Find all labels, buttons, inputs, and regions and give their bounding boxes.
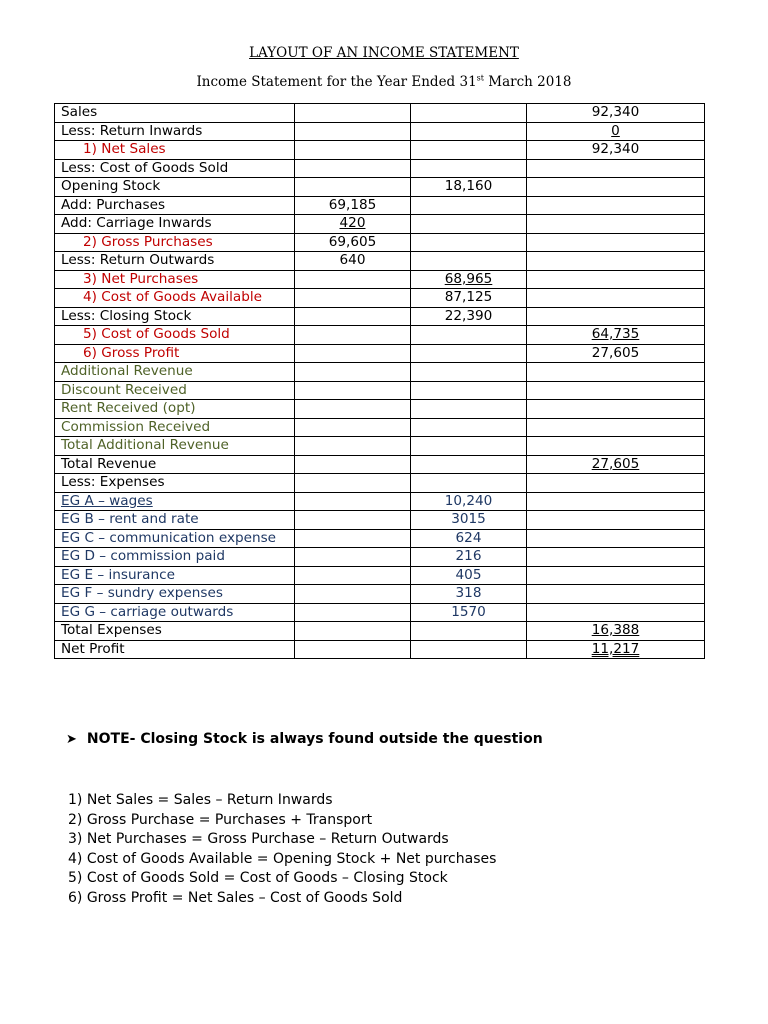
subtitle-date: March 2018 xyxy=(484,74,572,90)
amount-cell-c2 xyxy=(411,122,527,141)
amount-cell-c3 xyxy=(527,622,705,641)
amount-value: 3015 xyxy=(451,511,486,527)
row-label xyxy=(55,270,295,289)
amount-value: 27,605 xyxy=(591,344,640,361)
row-label-text: EG A – wages xyxy=(61,492,153,509)
row-label-text: Total Expenses xyxy=(61,622,162,638)
amount-value: 92,340 xyxy=(591,141,640,157)
amount-cell-c2 xyxy=(411,418,527,437)
statement-row xyxy=(55,270,705,289)
statement-row xyxy=(55,289,705,308)
statement-subtitle xyxy=(0,74,768,90)
row-label xyxy=(55,289,295,308)
formula-item: 2) Gross Purchase = Purchases + Transport xyxy=(68,811,373,828)
amount-value: 624 xyxy=(455,529,482,546)
amount-cell-c1 xyxy=(295,307,411,326)
row-label xyxy=(55,474,295,493)
amount-cell-c2 xyxy=(411,289,527,308)
statement-row xyxy=(55,511,705,530)
amount-cell-c1 xyxy=(295,437,411,456)
amount-value: 216 xyxy=(455,548,482,564)
amount-cell-c1 xyxy=(295,529,411,548)
row-label xyxy=(55,381,295,400)
formula-item: 5) Cost of Goods Sold = Cost of Goods – Closing Stock xyxy=(68,870,448,886)
amount-cell-c3 xyxy=(527,474,705,493)
statement-row xyxy=(55,326,705,345)
row-label-text: Add: Purchases xyxy=(61,196,166,213)
amount-cell-c1 xyxy=(295,326,411,345)
income-statement-body xyxy=(55,104,705,659)
row-label xyxy=(55,640,295,659)
amount-cell-c1 xyxy=(295,381,411,400)
row-label-text: Rent Received (opt) xyxy=(61,400,196,416)
amount-value: 11,217 xyxy=(591,640,640,657)
note-text: NOTE- Closing Stock is always found outside the question xyxy=(86,731,543,747)
amount-cell-c2 xyxy=(411,270,527,289)
amount-value: 69,605 xyxy=(328,233,377,250)
statement-row xyxy=(55,141,705,160)
amount-cell-c2 xyxy=(411,196,527,215)
amount-cell-c2 xyxy=(411,400,527,419)
row-label xyxy=(55,455,295,474)
amount-cell-c1 xyxy=(295,566,411,585)
amount-cell-c2 xyxy=(411,492,527,511)
row-label-text: EG C – communication expense xyxy=(61,529,277,546)
amount-cell-c1 xyxy=(295,196,411,215)
row-label xyxy=(55,141,295,160)
amount-value: 16,388 xyxy=(591,622,640,638)
statement-row xyxy=(55,622,705,641)
formula-item: 3) Net Purchases = Gross Purchase – Return Outwards xyxy=(68,831,449,847)
amount-value: 420 xyxy=(339,215,366,231)
formula-item: 4) Cost of Goods Available = Opening Stock + Net purchases xyxy=(68,850,497,867)
row-label xyxy=(55,400,295,419)
amount-cell-c3 xyxy=(527,252,705,271)
formula-list xyxy=(68,791,496,908)
amount-value: 0 xyxy=(611,122,620,139)
row-label-text: Total Revenue xyxy=(61,455,157,472)
amount-value: 87,125 xyxy=(444,289,493,305)
amount-cell-c1 xyxy=(295,548,411,567)
amount-cell-c3 xyxy=(527,400,705,419)
amount-cell-c2 xyxy=(411,326,527,345)
row-label-text: Total Additional Revenue xyxy=(61,437,229,453)
statement-row xyxy=(55,252,705,271)
amount-cell-c3 xyxy=(527,159,705,178)
amount-value: 405 xyxy=(455,566,482,583)
row-label-text: Less: Return Outwards xyxy=(61,252,215,268)
amount-cell-c2 xyxy=(411,548,527,567)
amount-cell-c2 xyxy=(411,585,527,604)
amount-cell-c2 xyxy=(411,511,527,530)
amount-cell-c2 xyxy=(411,529,527,548)
amount-cell-c2 xyxy=(411,437,527,456)
statement-row xyxy=(55,122,705,141)
amount-cell-c2 xyxy=(411,381,527,400)
amount-value: 640 xyxy=(339,252,366,268)
amount-cell-c2 xyxy=(411,566,527,585)
formula-item: 1) Net Sales = Sales – Return Inwards xyxy=(68,792,333,808)
row-label-text: 2) Gross Purchases xyxy=(83,233,213,250)
row-label xyxy=(55,529,295,548)
statement-row xyxy=(55,196,705,215)
subtitle-ordinal: st xyxy=(476,73,484,83)
amount-value: 92,340 xyxy=(591,104,640,120)
statement-row xyxy=(55,363,705,382)
arrow-bullet-icon: ➤ xyxy=(66,732,77,747)
row-label xyxy=(55,511,295,530)
amount-cell-c3 xyxy=(527,548,705,567)
row-label-text: EG E – insurance xyxy=(61,566,175,583)
statement-row xyxy=(55,529,705,548)
amount-cell-c2 xyxy=(411,252,527,271)
row-label xyxy=(55,566,295,585)
amount-cell-c1 xyxy=(295,104,411,123)
amount-cell-c3 xyxy=(527,104,705,123)
amount-cell-c3 xyxy=(527,418,705,437)
row-label-text: Commission Received xyxy=(61,418,211,435)
amount-cell-c2 xyxy=(411,455,527,474)
amount-cell-c1 xyxy=(295,455,411,474)
amount-value: 68,965 xyxy=(444,270,493,287)
row-label xyxy=(55,603,295,622)
amount-cell-c3 xyxy=(527,381,705,400)
row-label-text: EG F – sundry expenses xyxy=(61,585,223,601)
amount-cell-c2 xyxy=(411,640,527,659)
row-label-text: Less: Closing Stock xyxy=(61,307,192,324)
row-label xyxy=(55,196,295,215)
amount-cell-c3 xyxy=(527,141,705,160)
row-label xyxy=(55,215,295,234)
amount-cell-c3 xyxy=(527,603,705,622)
row-label-text: Sales xyxy=(61,104,98,120)
row-label xyxy=(55,122,295,141)
amount-cell-c1 xyxy=(295,418,411,437)
amount-cell-c3 xyxy=(527,122,705,141)
statement-row xyxy=(55,381,705,400)
amount-cell-c1 xyxy=(295,585,411,604)
amount-value: 64,735 xyxy=(591,326,640,342)
row-label xyxy=(55,159,295,178)
amount-value: 27,605 xyxy=(591,455,640,472)
statement-row xyxy=(55,603,705,622)
amount-value: 318 xyxy=(455,585,482,601)
amount-cell-c1 xyxy=(295,159,411,178)
row-label xyxy=(55,585,295,604)
statement-row xyxy=(55,640,705,659)
amount-cell-c3 xyxy=(527,511,705,530)
statement-row xyxy=(55,566,705,585)
amount-cell-c2 xyxy=(411,622,527,641)
amount-cell-c2 xyxy=(411,307,527,326)
row-label-text: Net Profit xyxy=(61,640,125,657)
row-label-text: Add: Carriage Inwards xyxy=(61,215,212,231)
amount-cell-c3 xyxy=(527,270,705,289)
amount-cell-c3 xyxy=(527,640,705,659)
amount-value: 18,160 xyxy=(444,178,493,194)
row-label xyxy=(55,104,295,123)
row-label-text: 3) Net Purchases xyxy=(83,270,199,287)
amount-cell-c2 xyxy=(411,141,527,160)
row-label xyxy=(55,363,295,382)
row-label-text: EG B – rent and rate xyxy=(61,511,199,527)
amount-value: 22,390 xyxy=(444,307,493,324)
statement-row xyxy=(55,400,705,419)
row-label-text: Discount Received xyxy=(61,381,187,398)
closing-stock-note xyxy=(66,731,543,747)
amount-cell-c2 xyxy=(411,159,527,178)
row-label-text: Opening Stock xyxy=(61,178,161,194)
amount-cell-c1 xyxy=(295,122,411,141)
row-label xyxy=(55,548,295,567)
document-title: LAYOUT OF AN INCOME STATEMENT xyxy=(249,45,519,61)
row-label xyxy=(55,326,295,345)
row-label-text: Less: Cost of Goods Sold xyxy=(61,159,229,176)
amount-cell-c1 xyxy=(295,640,411,659)
row-label xyxy=(55,307,295,326)
amount-cell-c1 xyxy=(295,270,411,289)
row-label xyxy=(55,178,295,197)
formula-item: 6) Gross Profit = Net Sales – Cost of Goods Sold xyxy=(68,889,403,906)
statement-row xyxy=(55,474,705,493)
statement-row xyxy=(55,437,705,456)
amount-cell-c1 xyxy=(295,474,411,493)
amount-cell-c3 xyxy=(527,289,705,308)
statement-row xyxy=(55,492,705,511)
amount-cell-c1 xyxy=(295,511,411,530)
amount-cell-c1 xyxy=(295,289,411,308)
amount-cell-c3 xyxy=(527,437,705,456)
row-label-text: Less: Return Inwards xyxy=(61,122,203,139)
statement-row xyxy=(55,215,705,234)
row-label-text: Additional Revenue xyxy=(61,363,193,379)
row-label xyxy=(55,622,295,641)
statement-row xyxy=(55,418,705,437)
amount-cell-c2 xyxy=(411,344,527,363)
amount-cell-c2 xyxy=(411,233,527,252)
row-label xyxy=(55,437,295,456)
amount-cell-c3 xyxy=(527,566,705,585)
amount-cell-c2 xyxy=(411,104,527,123)
row-label-text: Less: Expenses xyxy=(61,474,165,490)
statement-row xyxy=(55,344,705,363)
row-label-text: 4) Cost of Goods Available xyxy=(83,289,262,305)
amount-cell-c1 xyxy=(295,215,411,234)
subtitle-text: Income Statement for the Year Ended 31 xyxy=(196,74,477,90)
amount-cell-c3 xyxy=(527,178,705,197)
row-label xyxy=(55,233,295,252)
amount-cell-c2 xyxy=(411,178,527,197)
amount-cell-c3 xyxy=(527,363,705,382)
statement-row xyxy=(55,585,705,604)
row-label-text: 5) Cost of Goods Sold xyxy=(83,326,230,342)
amount-cell-c3 xyxy=(527,233,705,252)
statement-row xyxy=(55,233,705,252)
amount-cell-c3 xyxy=(527,307,705,326)
amount-cell-c3 xyxy=(527,215,705,234)
statement-row xyxy=(55,307,705,326)
statement-row xyxy=(55,178,705,197)
amount-cell-c3 xyxy=(527,344,705,363)
amount-cell-c3 xyxy=(527,326,705,345)
amount-cell-c3 xyxy=(527,196,705,215)
row-label-text: EG D – commission paid xyxy=(61,548,225,564)
row-label-text: EG G – carriage outwards xyxy=(61,603,234,620)
row-label xyxy=(55,418,295,437)
statement-row xyxy=(55,548,705,567)
amount-cell-c1 xyxy=(295,141,411,160)
row-label-text: 1) Net Sales xyxy=(83,141,166,157)
amount-cell-c1 xyxy=(295,233,411,252)
amount-cell-c2 xyxy=(411,363,527,382)
amount-cell-c3 xyxy=(527,529,705,548)
amount-value: 69,185 xyxy=(328,196,377,213)
row-label xyxy=(55,252,295,271)
row-label-text: 6) Gross Profit xyxy=(83,344,180,361)
amount-value: 1570 xyxy=(451,603,486,620)
row-label xyxy=(55,344,295,363)
amount-cell-c2 xyxy=(411,215,527,234)
amount-cell-c1 xyxy=(295,344,411,363)
amount-cell-c3 xyxy=(527,492,705,511)
amount-cell-c2 xyxy=(411,474,527,493)
income-statement-table xyxy=(54,103,705,659)
amount-cell-c1 xyxy=(295,178,411,197)
amount-cell-c1 xyxy=(295,252,411,271)
statement-row xyxy=(55,455,705,474)
amount-cell-c3 xyxy=(527,455,705,474)
amount-cell-c1 xyxy=(295,400,411,419)
amount-cell-c1 xyxy=(295,622,411,641)
amount-cell-c3 xyxy=(527,585,705,604)
statement-row xyxy=(55,104,705,123)
statement-row xyxy=(55,159,705,178)
amount-cell-c1 xyxy=(295,492,411,511)
amount-cell-c1 xyxy=(295,603,411,622)
amount-cell-c2 xyxy=(411,603,527,622)
amount-cell-c1 xyxy=(295,363,411,382)
row-label xyxy=(55,492,295,511)
amount-value: 10,240 xyxy=(444,492,493,509)
